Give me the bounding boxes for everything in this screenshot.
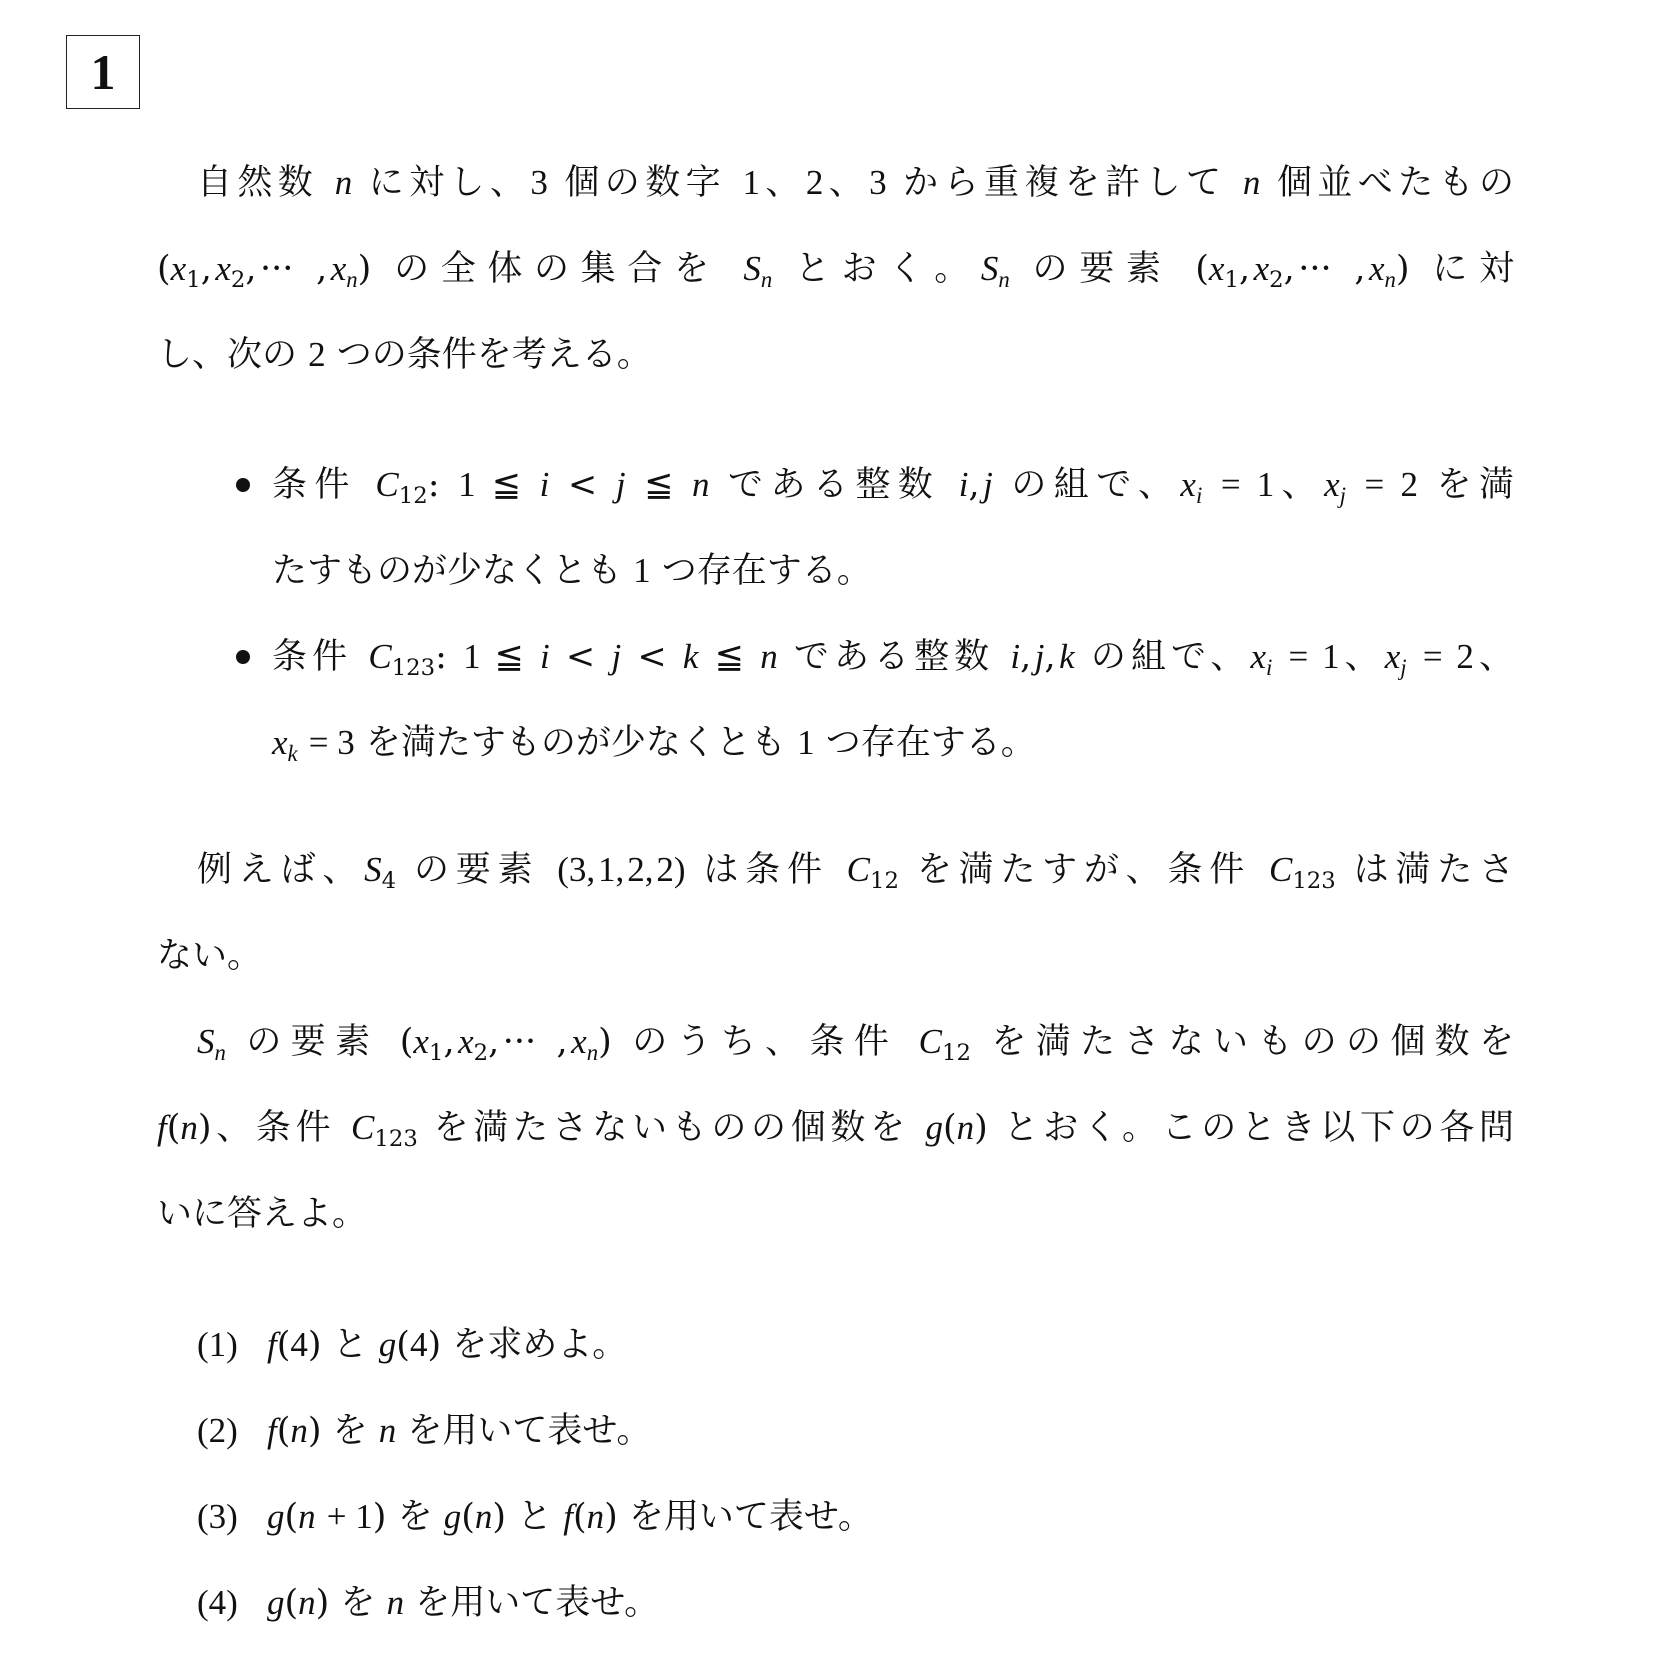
problem-number-box [66,35,140,109]
bullet-icon [236,650,250,664]
condition-c12-line-1: 条件 $C_{12}$: 1 ≦ i < j ≦ n である整数 i, j の組で、$x_i = 1$、$x_j = 2$ を満 [272,465,1514,509]
question-4: (4) g(n) を n を用いて表せ。 [197,1583,660,1623]
intro-line-3: し、次の 2 つの条件を考える。 [157,335,652,375]
example-line-1: 例えば、$S_4$ の要素 (3, 1, 2, 2) は条件 $C_{12}$ を満たすが、条件 $C_{123}$ は満たさ [197,850,1514,894]
condition-c12-line-2: たすものが少なくとも 1 つ存在する。 [272,551,872,591]
definition-line-1: $S_n$ の要素 ($x_1$, $x_2$, ··· , $x_n$) のうち、条件 $C_{12}$ を満たさないものの個数を [197,1022,1514,1066]
question-2: (2) f(n) を n を用いて表せ。 [197,1411,652,1451]
condition-c123-line-2: $x_k = 3$ を満たすものが少なくとも 1 つ存在する。 [272,723,1036,766]
condition-c123-line-1: 条件 $C_{123}$: 1 ≦ i < j < k ≦ n である整数 i, j, k の組で、$x_i = 1$、$x_j = 2$、 [272,637,1514,681]
example-line-2: ない。 [157,936,263,976]
definition-line-2: f(n)、条件 $C_{123}$ を満たさないものの個数を g(n) とおく。このとき以下の各問 [157,1108,1514,1152]
intro-line-1: 自然数 n に対し、3 個の数字 1、2、3 から重複を許して n 個並べたもの [197,163,1514,203]
intro-line-2: ($x_1$, $x_2$, ··· , $x_n$) の全体の集合を $S_n$ とおく。$S_n$ の要素 ($x_1$, $x_2$, ··· , $x_n$) に対 [157,249,1514,293]
bullet-icon [236,478,250,492]
question-1: (1) f(4) と g(4) を求めよ。 [197,1325,628,1365]
question-3: (3) g(n + 1) を g(n) と f(n) を用いて表せ。 [197,1497,873,1537]
problem-number: 1 [90,44,116,100]
definition-line-3: いに答えよ。 [157,1194,368,1234]
